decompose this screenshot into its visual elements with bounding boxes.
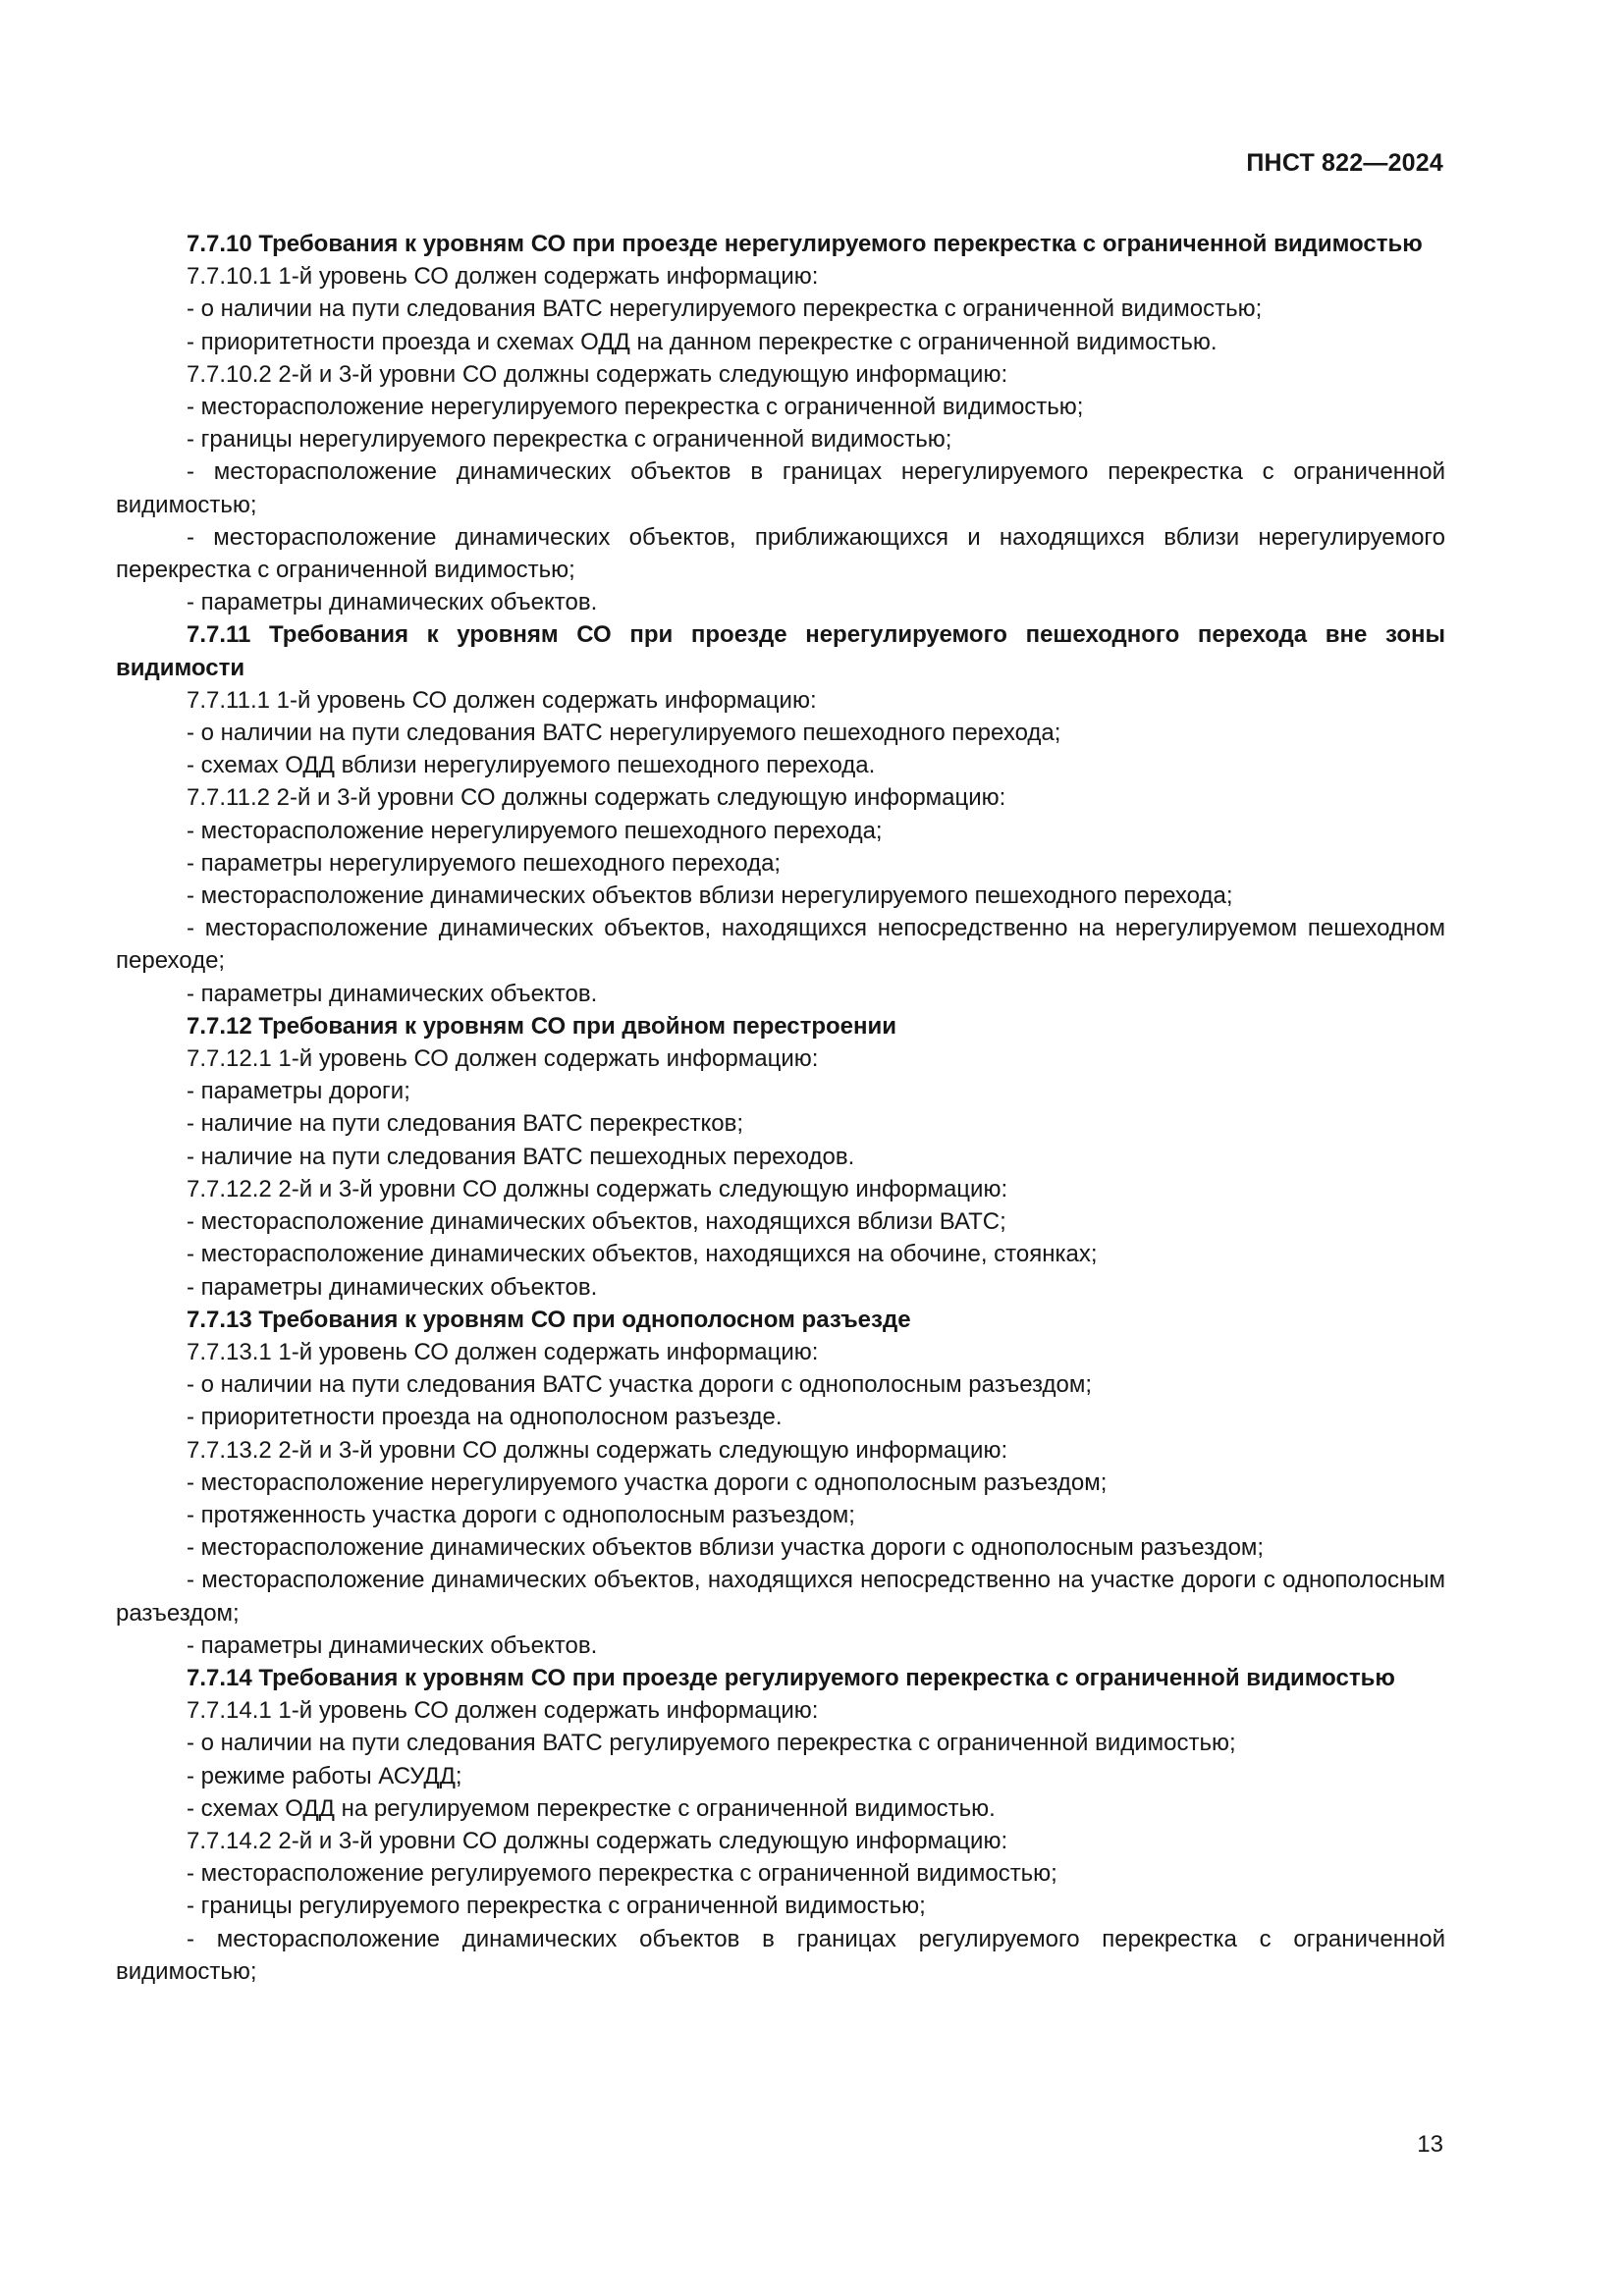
list-item: - месторасположение нерегулируемого участка дороги с однополосным разъездом;	[187, 1468, 1108, 1496]
section-heading: 7.7.13 Требования к уровням СО при однополосном разъезде	[187, 1306, 911, 1333]
clause-paragraph: 7.7.11.2 2-й и 3-й уровни СО должны содержать следующую информацию:	[187, 784, 1006, 812]
list-item: - границы регулируемого перекрестка с ограниченной видимостью;	[187, 1893, 926, 1920]
list-item: - протяженность участка дороги с однополосным разъездом;	[187, 1501, 855, 1528]
list-item: - месторасположение регулируемого перекрестка с ограниченной видимостью;	[187, 1860, 1057, 1888]
list-item: - наличие на пути следования ВАТС пешеходных переходов.	[187, 1143, 855, 1170]
list-item: - месторасположение динамических объектов, приближающихся и находящихся вблизи нерегулируемого перекрестка с ограниченной видимостью;	[116, 523, 1445, 584]
list-item: - месторасположение динамических объектов, находящихся непосредственно на нерегулируемом пешеходном переходе;	[116, 915, 1445, 975]
clause-paragraph: 7.7.13.1 1-й уровень СО должен содержать информацию:	[187, 1338, 819, 1365]
document-code: ПНСТ 822—2024	[1246, 149, 1443, 177]
clause-paragraph: 7.7.10.2 2-й и 3-й уровни СО должны содержать следующую информацию:	[187, 360, 1008, 388]
list-item: - месторасположение динамических объектов в границах регулируемого перекрестка с ограниченной видимостью;	[116, 1925, 1445, 1985]
section-heading: 7.7.10 Требования к уровням СО при проезде нерегулируемого перекрестка с ограниченной видимостью	[187, 231, 1423, 257]
clause-paragraph: 7.7.12.2 2-й и 3-й уровни СО должны содержать следующую информацию:	[187, 1175, 1008, 1202]
list-item: - параметры динамических объектов.	[187, 980, 598, 1007]
list-item: - схемах ОДД на регулируемом перекрестке с ограниченной видимостью.	[187, 1794, 996, 1822]
list-item: - параметры динамических объектов.	[187, 1631, 598, 1659]
list-item: - о наличии на пути следования ВАТС регулируемого перекрестка с ограниченной видимостью;	[187, 1730, 1236, 1757]
list-item: - месторасположение динамических объектов вблизи участка дороги с однополосным разъездом;	[187, 1534, 1265, 1562]
list-item: - параметры нерегулируемого пешеходного перехода;	[187, 849, 782, 877]
list-item: - месторасположение динамических объектов, находящихся вблизи ВАТС;	[187, 1208, 1006, 1236]
list-item: - границы нерегулируемого перекрестка с ограниченной видимостью;	[187, 426, 952, 454]
list-item: - наличие на пути следования ВАТС перекрестков;	[187, 1110, 744, 1138]
clause-paragraph: 7.7.14.1 1-й уровень СО должен содержать информацию:	[187, 1697, 819, 1725]
section-heading: 7.7.12 Требования к уровням СО при двойном перестроении	[187, 1012, 897, 1040]
section-heading: 7.7.11 Требования к уровням СО при проезде нерегулируемого пешеходного перехода вне зоны видимости	[116, 621, 1445, 681]
list-item: - месторасположение динамических объектов, находящихся непосредственно на участке дороги с однополосным разъездом;	[116, 1567, 1445, 1627]
clause-paragraph: 7.7.12.1 1-й уровень СО должен содержать информацию:	[187, 1045, 819, 1073]
list-item: - месторасположение динамических объектов в границах нерегулируемого перекрестка с ограниченной видимостью;	[116, 458, 1445, 518]
list-item: - месторасположение динамических объектов вблизи нерегулируемого пешеходного перехода;	[187, 882, 1233, 910]
section-heading: 7.7.14 Требования к уровням СО при проезде регулируемого перекрестка с ограниченной видимостью	[187, 1664, 1395, 1691]
list-item: - параметры динамических объектов.	[187, 589, 598, 616]
clause-paragraph: 7.7.10.1 1-й уровень СО должен содержать информацию:	[187, 263, 819, 291]
list-item: - приоритетности проезда и схемах ОДД на данном перекрестке с ограниченной видимостью.	[187, 328, 1218, 355]
list-item: - о наличии на пути следования ВАТС нерегулируемого перекрестка с ограниченной видимостью;	[187, 295, 1263, 323]
list-item: - режиме работы АСУДД;	[187, 1762, 462, 1789]
list-item: - схемах ОДД вблизи нерегулируемого пешеходного перехода.	[187, 752, 876, 779]
clause-paragraph: 7.7.11.1 1-й уровень СО должен содержать информацию:	[187, 686, 817, 714]
list-item: - месторасположение динамических объектов, находящихся на обочине, стоянках;	[187, 1241, 1098, 1268]
list-item: - о наличии на пути следования ВАТС нерегулируемого пешеходного перехода;	[187, 720, 1061, 747]
clause-paragraph: 7.7.14.2 2-й и 3-й уровни СО должны содержать следующую информацию:	[187, 1827, 1008, 1854]
document-body	[116, 228, 1445, 1988]
list-item: - параметры динамических объектов.	[187, 1273, 598, 1301]
clause-paragraph: 7.7.13.2 2-й и 3-й уровни СО должны содержать следующую информацию:	[187, 1436, 1008, 1464]
list-item: - месторасположение нерегулируемого пешеходного перехода;	[187, 817, 883, 844]
list-item: - месторасположение нерегулируемого перекрестка с ограниченной видимостью;	[187, 394, 1084, 421]
list-item: - о наличии на пути следования ВАТС участка дороги с однополосным разъездом;	[187, 1371, 1093, 1399]
list-item: - параметры дороги;	[187, 1078, 410, 1105]
list-item: - приоритетности проезда на однополосном разъезде.	[187, 1404, 783, 1431]
page-number: 13	[1417, 2131, 1443, 2158]
